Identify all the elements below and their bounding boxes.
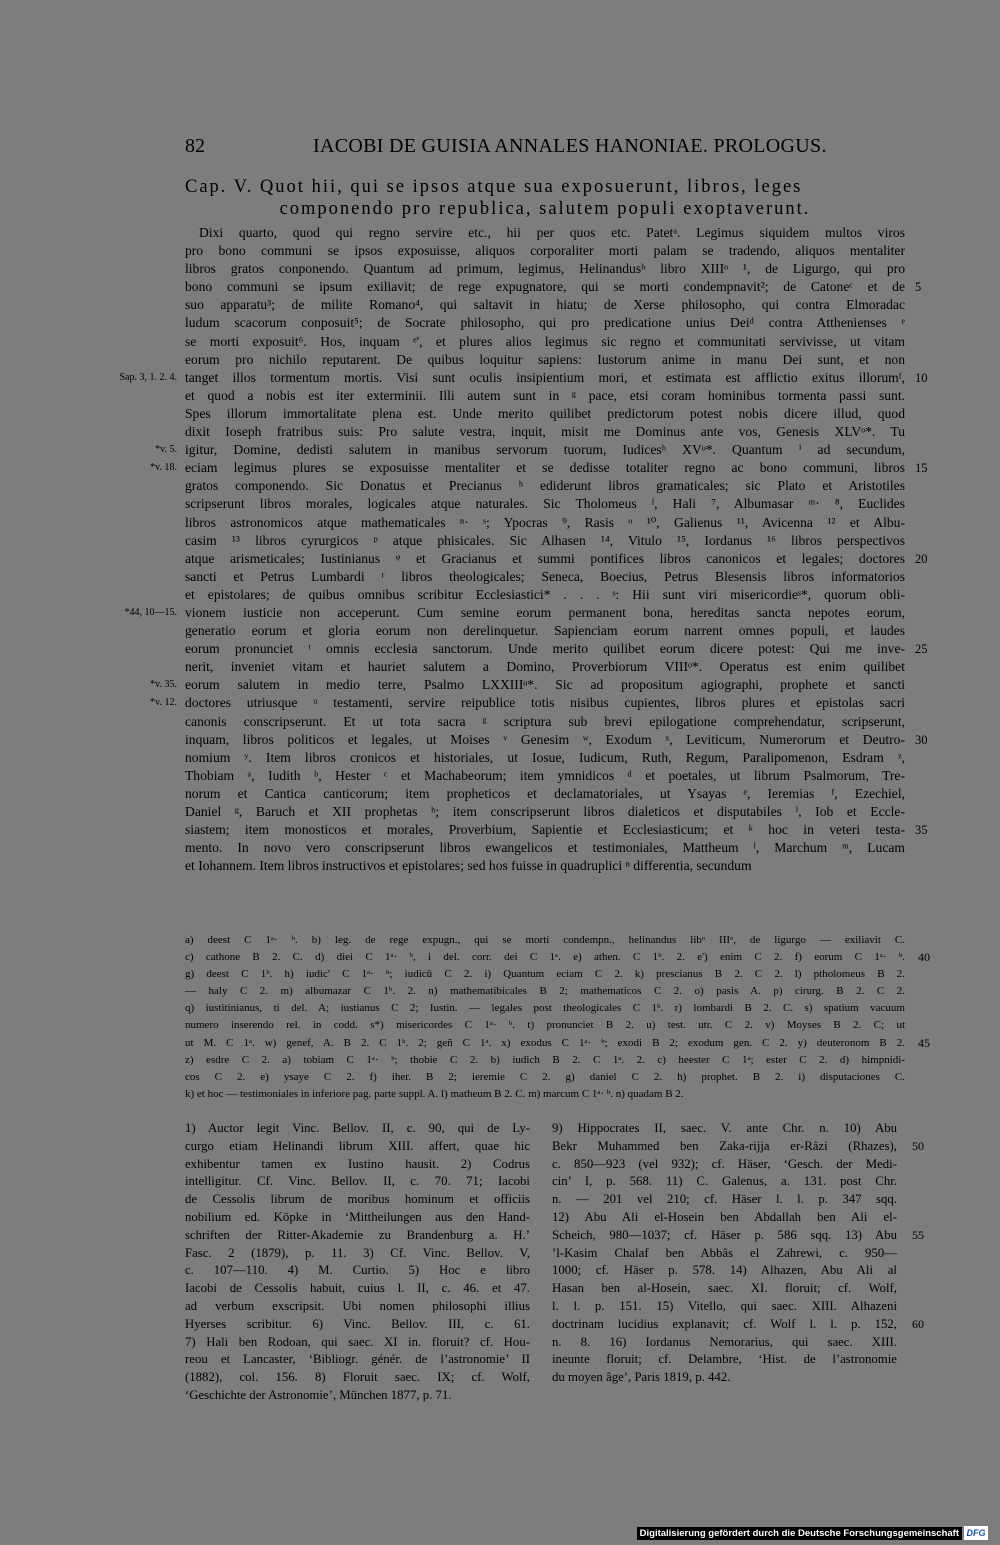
text-line	[150, 676, 905, 694]
line-text: doctores utriusque ᵘ testamenti, servire reipublice totis nisibus cupientes, libros plures et epistolas sacri	[185, 695, 905, 711]
text-line	[185, 932, 905, 949]
text-line	[185, 1280, 530, 1298]
line-text: ineunte floruit; cf. Delambre, ‘Hist. de l’astronomie	[552, 1352, 897, 1367]
line-text: 9) Hippocrates II, saec. V. ante Chr. n. 10) Abu	[552, 1121, 897, 1135]
text-line	[552, 1173, 897, 1191]
text-line	[185, 351, 905, 369]
chapter-heading-line: componendo pro republica, salutem populi exoptaverunt.	[279, 199, 811, 219]
text-line	[185, 1316, 530, 1334]
text-line	[185, 731, 928, 749]
line-text: nerit, inveniet vitam et hauriet salutem a Domino, Proverbiorum VIIIᵒ*. Operatus est enim quilibet	[185, 659, 905, 675]
text-line	[552, 1351, 897, 1369]
text-line	[185, 839, 905, 857]
line-number: 25	[915, 642, 928, 657]
text-line	[185, 1298, 530, 1316]
line-text: Iacobi de Cessolis habuit, cuius l. II, c. 46. et 47.	[185, 1281, 530, 1296]
critical-apparatus	[185, 932, 930, 1103]
running-title: IACOBI DE GUISIA ANNALES HANONIAE. PROLOGUS.	[313, 135, 827, 157]
text-line	[185, 1120, 530, 1138]
line-text: gratos componendo. Sic Donatus et Precianus ʰ ediderunt libros gramaticales; sic Plato et Aristotiles	[185, 478, 905, 494]
text-line	[185, 983, 905, 1000]
line-text: igitur, Domine, dedisti salutem in manibus servorum tuorum, Iudicesʰ XVᵒ*. Quantum ⁱ ad secundum,	[185, 442, 905, 458]
text-line	[185, 767, 905, 785]
line-text: Fasc. 2 (1879), p. 11. 3) Cf. Vinc. Bellov. V,	[185, 1245, 530, 1260]
text-line	[552, 1298, 897, 1316]
line-text: k) et hoc — testimoniales in inferiore pag. parte suppl. A. l) matheum B 2. C. m) marcum C 1ᵃ· ᵇ. n) quadam B 2.	[185, 1087, 684, 1100]
text-line	[185, 622, 905, 640]
line-text: exhibentur tamen ex Iustino hausit. 2) Codrus	[185, 1156, 530, 1171]
text-line	[552, 1245, 897, 1263]
footnotes-left-column	[185, 1120, 530, 1405]
line-text: sancti et Petrus Lumbardi ʳ libros theologicales; Seneca, Boecius, Petrus Blesensis libros informatorios	[185, 568, 905, 584]
text-line	[185, 949, 930, 966]
line-text: eorum salutem in medio terre, Psalmo LXXIIIᵒ*. Sic ad propositum agiographi, prophete et sancti	[185, 677, 905, 693]
line-text: a) deest C 1ᵃ· ᵇ. b) leg. de rege expugn., qui se morti condempn., helinandus libᵒ IIIᵒ, de ligurgo — exiliavit C.	[185, 934, 905, 946]
line-text: casim ¹³ libros cyrurgicos ᵖ atque phisicales. Sic Alhasen ¹⁴, Vitulo ¹⁵, Iordanus ¹⁶ libros perspectivos	[185, 532, 905, 548]
text-line	[185, 387, 905, 405]
line-text: inquam, libros politicos et legales, ut Moises ᵛ Genesim ʷ, Exodum ˣ, Leviticum, Numerorum et Deutro-	[185, 731, 905, 747]
line-text: c) cathone B 2. C. d) diei C 1ᵃ· ᵇ, i del. corr. dei C 1ᵃ. e) athen. C 1ᵇ. 2. e') enim C 2. f) eorum C 1ᵃ· ᵇ.	[185, 951, 905, 964]
chapter-heading-line: Cap. V. Quot hii, qui se ipsos atque sua exposuerunt, libros, leges	[185, 177, 803, 197]
text-line	[185, 1138, 530, 1156]
line-text: libros astronomicos atque mathematicales ⁿ· ˢ; Ypocras ⁹, Rasis ᵒ ¹⁰, Galienus ¹¹, Avicenna ¹² et Albu-	[185, 514, 905, 530]
line-text: numero inserendo rel. in codd. s*) misericordes C 1ᵃ· ᵇ. t) pronunciet B 2. u) test. utr. C 2. v) Moyses B 2. C; ut	[185, 1019, 905, 1032]
text-line	[552, 1369, 897, 1387]
text-line	[552, 1120, 897, 1138]
line-text: (1882), col. 156. 8) Floruit saec. IX; cf. Wolf,	[185, 1370, 530, 1385]
line-text: 12) Abu Ali el-Hosein ben Abdallah ben Ali el-	[552, 1209, 897, 1224]
line-text: bono communi se ipsum exiliavit; de rege expugnatore, qui se morti condempnavit²; de Catoneᶜ et de	[185, 279, 905, 295]
text-line	[185, 857, 905, 875]
margin-reference: Sap. 3, 1. 2. 4.	[119, 371, 177, 383]
text-line	[185, 658, 905, 676]
margin-reference: *v. 12.	[150, 697, 177, 709]
line-text: eciam legimus plures se exposuisse mentaliter et se dedisse totaliter regno ac bono communi, libros	[185, 460, 905, 476]
margin-reference: *v. 18.	[150, 462, 177, 474]
line-text: generatio eorum et gloria eorum non derelinquetur. Sapienciam eorum narrent omnes populi, et laudes	[185, 623, 905, 639]
line-text: norum et Cantica canticorum; item propheticos et declamatoriales, ut Ysayas ᵉ, Ieremias ᶠ, Ezechiel,	[185, 785, 905, 801]
text-line	[185, 821, 928, 839]
line-text: c. 107—110. 4) M. Curtio. 5) Hoc e libro	[185, 1263, 530, 1278]
line-number: 5	[915, 280, 922, 295]
line-text: dixit Ioseph fratribus suis: Pro salute vestra, inquit, misit me Dominus ante vos, Genesis XLVᵒ*. Tu	[185, 424, 905, 440]
line-number: 30	[915, 732, 928, 747]
line-number: 55	[912, 1227, 924, 1242]
line-number: 20	[915, 551, 928, 566]
text-line	[124, 604, 905, 622]
text-line	[185, 514, 905, 532]
line-text: ut M. C 1ᵃ. w) genef, A. B 2. C 1ᵇ. 2; geñ C 1ᵃ. x) exodus C 1ᵃ· ᵇ; exodi B 2; exodum gen. C 2. y) deuteronom B 2.	[185, 1036, 905, 1049]
text-line	[185, 260, 905, 278]
line-number: 50	[912, 1138, 924, 1153]
line-text: Hasan ben al-Hosein, saec. XI. floruit; cf. Wolf,	[552, 1281, 897, 1296]
line-number: 35	[915, 823, 928, 838]
line-text: schriften der Ritter-Akademie zu Brandenburg a. H.’	[185, 1227, 530, 1242]
line-number: 45	[918, 1035, 930, 1050]
text-line	[185, 314, 905, 332]
line-text: nomium ʸ. Item libros cronicos et historiales, ut Iosue, Iudicum, Ruth, Regum, Paralipomenon, Esdram ᶻ,	[185, 749, 905, 765]
text-line	[552, 1156, 897, 1174]
text-line	[185, 1017, 905, 1034]
text-line	[185, 1369, 530, 1387]
line-text: 7) Hali ben Rodoan, qui saec. XI in. floruit? cf. Hou-	[185, 1334, 530, 1349]
text-line	[552, 1191, 897, 1209]
text-line	[185, 749, 905, 767]
text-line	[552, 1227, 924, 1245]
text-line	[185, 1387, 530, 1405]
line-text: Scheich, 980—1037; cf. Häser p. 586 sqq. 13) Abu	[552, 1227, 897, 1242]
footnotes-right-column	[552, 1120, 924, 1387]
line-text: eorum pro nichilo reputarent. De quibus loquitur sapiens: Iustorum anime in manu Dei sunt, et non	[185, 351, 905, 367]
text-line	[185, 423, 905, 441]
text-line	[185, 405, 905, 423]
line-text: curgo etiam Helinandi librum XIII. affert, quae hic	[185, 1138, 530, 1153]
line-text: et Iohannem. Item libros instructivos et epistolares; sed hos fuisse in quadruplici ⁿ differentia, secundum	[185, 858, 752, 874]
text-line	[185, 224, 905, 242]
main-text	[119, 224, 928, 875]
text-line	[185, 1227, 530, 1245]
line-text: suo apparatu³; de milite Romano⁴, qui saltavit in hiatu; de Xerse philosopho, qui contra Elmoradac	[185, 297, 905, 313]
line-text: canonis conscripserunt. Et ut tota sacra ᵍ scriptura sub brevi epilogatione comprehendatur, scripserunt,	[185, 713, 905, 729]
margin-reference: *v. 35.	[150, 679, 177, 691]
line-number: 40	[918, 950, 930, 965]
text-line	[185, 477, 905, 495]
line-text: Hyerses scribitur. 6) Vinc. Bellov. III, c. 61.	[185, 1316, 530, 1331]
line-text: reou et Lancaster, ‘Bibliogr. génér. de l’astronomie’ II	[185, 1352, 530, 1367]
line-number: 10	[915, 370, 928, 385]
line-text: cos C 2. e) ysaye C 2. f) iher. B 2; ieremie C 2. g) daniel C 2. h) prophet. B 2. i) disputaciones C.	[185, 1070, 905, 1083]
line-text: 1) Auctor legit Vinc. Bellov. II, c. 90, qui de Ly-	[185, 1121, 530, 1135]
line-text: pro bono communi se ipsos exposuisse, aliquos corporaliter morti palam se tradendo, aliquos mentaliter	[185, 243, 905, 259]
line-text: siastem; item monosticos et morales, Proverbium, Sapientie et Ecclesiasticum; et ᵏ hoc in veteri testa-	[185, 822, 905, 838]
line-text: tanget illos tormentum mortis. Visi sunt oculis insipientium mori, et estimata est afflictio exitus illorumᶠ,	[185, 369, 905, 385]
line-text: Thobiam ᵃ, Iudith ᵇ, Hester ᶜ et Machabeorum; item ymnidicos ᵈ et poetales, ut librum Psalmorum, Tre-	[185, 767, 905, 783]
line-text: ‘Geschichte der Astronomie’, München 1877, p. 71.	[185, 1387, 452, 1402]
line-text: q) iustitinianus, ti del. A; iustianus C 2; Iustin. — legales post theologicales C 1ᵇ. r) lombardi B 2. C. s) spatium vacuum	[185, 1002, 905, 1015]
text-line	[150, 694, 905, 712]
line-text: eorum pronunciet ᵗ omnis ecclesia sanctorum. Unde merito quilibet eorum dicere potest: Qui me inve-	[185, 641, 905, 657]
line-text: et quod a nobis est iter exterminii. Illi autem sunt in ᵍ pace, etsi coram hominibus tormenta passi sunt.	[185, 387, 905, 403]
line-text: l. l. p. 151. 15) Vitello, qui saec. XIII. Alhazeni	[552, 1298, 897, 1313]
line-text: et epistolares; de quibus omnibus scribitur Ecclesiastici* . . . ˢ: Hii sunt viri misericordieˢ*, quorum obli-	[185, 586, 905, 602]
text-line	[185, 1156, 530, 1174]
text-line	[185, 1052, 905, 1069]
line-text: du moyen âge’, Paris 1819, p. 442.	[552, 1370, 731, 1385]
text-line	[185, 1351, 530, 1369]
line-text: scripserunt libros morales, logicales atque naturales. Sic Tholomeus ˡ, Hali ⁷, Albumasar ᵐ· ⁸, Euclides	[185, 496, 905, 512]
line-text: ’l-Kasim Chalaf ben Abbâs el Zahrewi, c. 950—	[552, 1245, 897, 1260]
text-line	[552, 1138, 924, 1156]
text-line	[552, 1316, 924, 1334]
line-text: 1000; cf. Häser p. 578. 14) Alhazen, Abu Ali al	[552, 1263, 897, 1278]
line-text: g) deest C 1ᵇ. h) iudic' C 1ᵃ· ᵇ; iudicū C 2. i) Quantum eciam C 2. k) prescianus B 2. C 2. l) ptholomeus B 2.	[185, 968, 905, 981]
line-text: — haly C 2. m) albumazar C 1ᵇ. 2. n) mathematibicales B 2; mathematicos C 2. o) pasis A. p) cirurg. B 2. C 2.	[185, 985, 905, 998]
text-line	[185, 1191, 530, 1209]
line-text: c. 850—923 (vel 932); cf. Häser, ‘Gesch. der Medi-	[552, 1156, 897, 1171]
text-line	[185, 333, 905, 351]
text-line	[185, 278, 922, 296]
line-text: vionem iusticie non acceperunt. Cum semine eorum permanent bona, hereditas sancta nepotes eorum,	[185, 604, 905, 620]
line-text: Spes illorum immortalitate plena est. Unde merito quilibet predictorum potest nobis dicere illud, quod	[185, 405, 905, 421]
page-number: 82	[185, 135, 205, 157]
text-line	[150, 459, 928, 477]
text-line	[185, 1245, 530, 1263]
line-text: n. 8. 16) Iordanus Nemorarius, qui saec. XIII.	[552, 1334, 897, 1349]
margin-reference: *44, 10—15.	[124, 606, 177, 618]
line-text: cin’ I, p. 568. 11) C. Galenus, a. 131. post Chr.	[552, 1174, 897, 1189]
text-line	[552, 1280, 897, 1298]
text-line	[185, 532, 905, 550]
text-line	[185, 1209, 530, 1227]
line-text: atque arismeticales; Iustinianus ᵠ et Gracianus et summi pontifices libros canonicos et legales; doctores	[185, 550, 905, 566]
line-text: mento. In novo vero conscripserunt libros ewangelicos et testimoniales, Mattheum ˡ, Marchum ᵐ, Lucam	[185, 840, 905, 856]
text-line	[552, 1209, 897, 1227]
line-number: 15	[915, 461, 928, 476]
text-line	[155, 441, 905, 459]
text-line	[185, 1000, 905, 1017]
text-line	[185, 803, 905, 821]
text-line	[185, 640, 928, 658]
line-text: Daniel ᵍ, Baruch et XII prophetas ʰ; item conscripserunt libros dialeticos et disputabiles ⁱ, Iob et Eccle-	[185, 804, 905, 819]
text-line	[185, 568, 905, 586]
running-header	[185, 135, 905, 165]
text-line	[185, 1262, 530, 1280]
text-line	[552, 1262, 897, 1280]
text-line	[119, 369, 928, 387]
text-line	[185, 713, 905, 731]
line-text: ludum scacorum conposuit⁵; de Socrate philosopho, qui pro predicatione unius Deiᵈ contra Atthenienses ᵉ	[185, 315, 905, 331]
line-text: de Cessolis librum de moribus hominum et officiis	[185, 1192, 530, 1207]
text-line	[552, 1334, 897, 1352]
line-text: z) esdre C 2. a) tobiam C 1ᵃ· ᵇ; thobie C 2. b) iudich B 2. C 1ᵃ. 2. c) heester C 1ᵃ; ester C 2. d) himpnidi-	[185, 1053, 905, 1066]
text-line	[185, 1334, 530, 1352]
chapter-heading	[185, 176, 905, 220]
text-line	[185, 296, 905, 314]
text-line	[185, 785, 905, 803]
footer	[0, 1525, 1000, 1545]
funding-credit: Digitalisierung gefördert durch die Deutsche Forschungsgemeinschaft	[637, 1527, 962, 1540]
dfg-logo: DFG	[964, 1526, 988, 1540]
line-text: n. — 201 vel 210; cf. Häser l. l. p. 347 sqq.	[552, 1192, 897, 1207]
text-line	[185, 1035, 930, 1052]
text-line	[185, 1069, 905, 1086]
line-text: Bekr Muhammed ben Zaka-rijja er-Râzi (Rhazes),	[552, 1138, 897, 1153]
line-text: Dixi quarto, quod qui regno servire etc., hii per quos etc. Patetᵃ. Legimus siquidem multos viros	[199, 225, 905, 240]
line-text: intelligitur. Cf. Vinc. Bellov. II, c. 70. 71; Iacobi	[185, 1174, 530, 1189]
line-text: libros gratos conponendo. Quantum ad primum, legimus, Helinandusᵇ libro XIIIᵒ ¹, de Ligurgo, qui pro	[185, 261, 905, 277]
line-text: ad verbum exscripsit. Ubi nomen philosophi illius	[185, 1298, 530, 1313]
line-text: doctrinam lucidius explanavit; cf. Wolf l. l. p. 152,	[552, 1316, 897, 1331]
text-line	[185, 495, 905, 513]
line-text: nobilium ed. Köpke in ‘Mittheilungen aus den Hand-	[185, 1209, 530, 1224]
line-number: 60	[912, 1316, 924, 1331]
text-line	[185, 1086, 905, 1103]
line-text: se morti exposuit⁶. Hos, inquam ᵉ', et plures alios legimus sic regno et communitati servivisse, ut vitam	[185, 333, 905, 349]
text-line	[185, 966, 905, 983]
margin-reference: *v. 5.	[155, 444, 177, 456]
text-line	[185, 242, 905, 260]
text-line	[185, 1173, 530, 1191]
text-line	[185, 550, 928, 568]
text-line	[185, 586, 905, 604]
